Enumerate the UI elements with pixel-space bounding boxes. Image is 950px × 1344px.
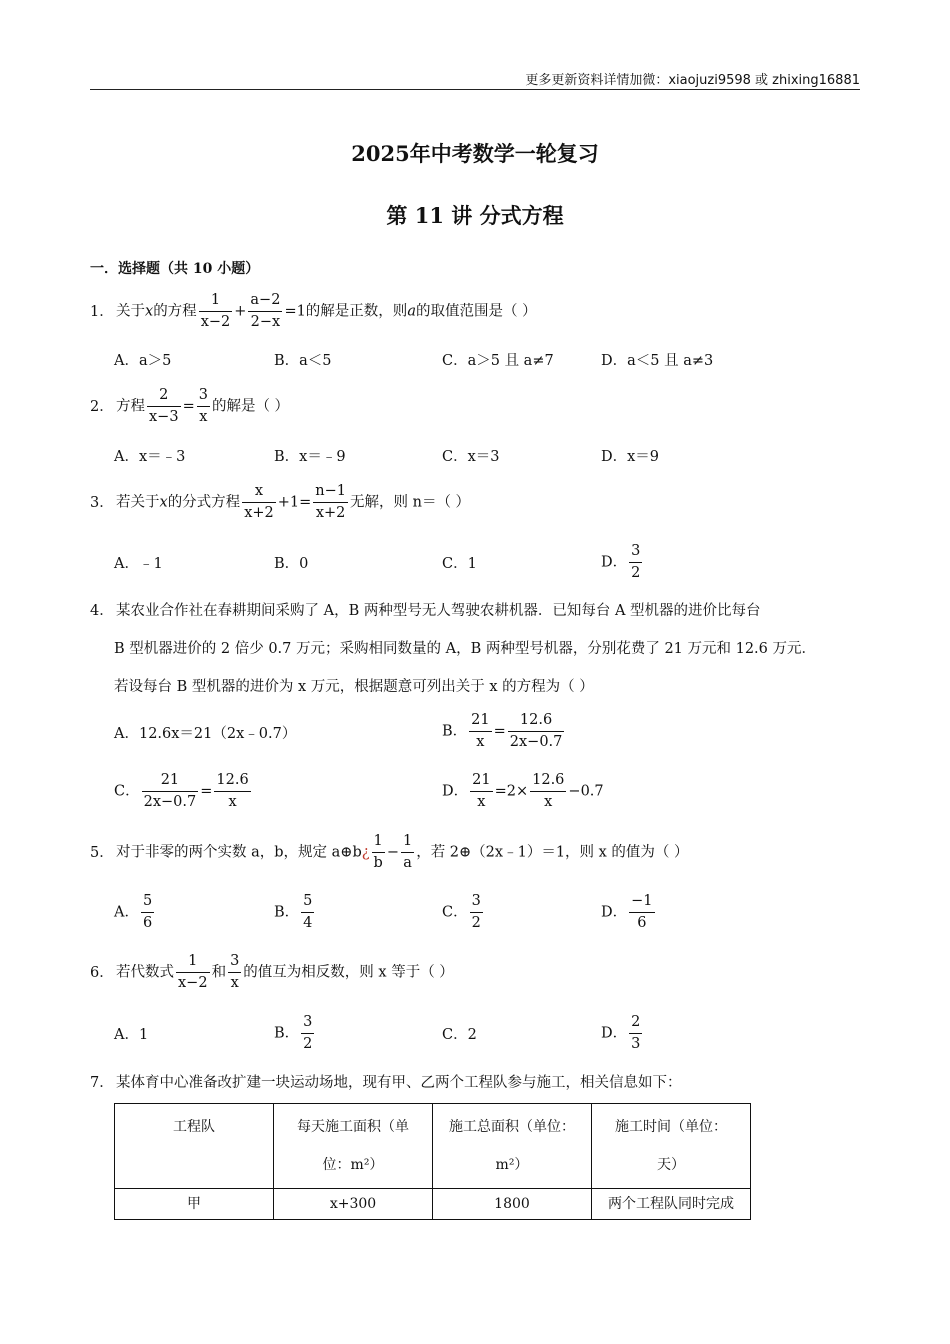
fraction (141, 891, 154, 934)
q4-number: 4． (90, 603, 114, 619)
q3-fraction (313, 481, 348, 524)
option-label: C． (442, 904, 468, 921)
fraction (142, 770, 199, 813)
fraction (629, 891, 654, 934)
q5-option-a (114, 891, 156, 934)
q2-option-a: A．x＝﹣3 (114, 449, 186, 465)
header-note: 更多更新资料详情加微：xiaojuzi9598 或 zhixing16881 (525, 73, 860, 88)
q3-option-a: A．﹣1 (114, 556, 163, 572)
q3-text: 的分式方程 (167, 494, 241, 511)
q5-text: ，若 2⊕（2x﹣1）＝1，则 x 的值为（ ） (416, 844, 689, 861)
q5-text: 对于非零的两个实数 a，b，规定 a⊕b (116, 844, 362, 861)
q5-option-b (274, 891, 316, 934)
q1-text: 的方程 (153, 303, 197, 320)
cell-text: 天） (657, 1157, 685, 1173)
q2-den: x (199, 409, 208, 425)
q1-den: 2−x (250, 314, 281, 330)
fraction-den: x (477, 794, 486, 810)
fraction (176, 951, 210, 994)
fraction-den: a (403, 855, 412, 871)
q1-num: a−2 (248, 290, 282, 312)
table-cell: x+300 (274, 1189, 433, 1220)
fraction (228, 951, 241, 994)
q3-den: x+2 (315, 505, 346, 521)
q2-num: 3 (197, 385, 210, 407)
fraction-den: 6 (637, 915, 647, 931)
fraction-num: 3 (301, 1012, 314, 1034)
q2-num: 2 (147, 385, 181, 407)
table-header-cell (592, 1104, 751, 1189)
table-cell: 1800 (433, 1189, 592, 1220)
q4-option-d-label: D． (442, 783, 469, 800)
fraction (470, 891, 483, 934)
q2-text: 方程 (116, 398, 145, 415)
fraction (530, 770, 566, 813)
q4-option-a: A．12.6x＝21（2x﹣0.7） (114, 726, 297, 742)
fraction-den: 2 (631, 565, 641, 581)
q4-line-3: 若设每台 B 型机器的进价为 x 万元，根据题意可列出关于 x 的方程为（ ） (114, 679, 594, 695)
table-header-cell (433, 1104, 592, 1189)
q3-op: +1= (277, 494, 312, 511)
q2-text: 的解是（ ） (211, 398, 290, 415)
q2-option-d: D．x＝9 (601, 449, 660, 465)
fraction-den: 4 (303, 915, 313, 931)
q5-glyph: ¿ (361, 844, 370, 861)
q3-option-d (601, 541, 644, 584)
q2-den: x−3 (149, 409, 179, 425)
question-5 (90, 831, 689, 874)
q3-num: n−1 (313, 481, 348, 503)
q5-number: 5． (90, 844, 114, 861)
question-3 (90, 481, 470, 524)
question-1 (90, 290, 537, 333)
q1-option-d: D．a＜5 且 a≠3 (601, 353, 714, 369)
fraction (401, 831, 414, 874)
fraction (301, 1012, 314, 1055)
q3-var: x (159, 494, 168, 511)
q3-fraction (242, 481, 276, 524)
cell-text: m²） (495, 1157, 529, 1173)
q1-text: 关于 (116, 303, 145, 320)
page-header (90, 68, 860, 90)
table-row (115, 1189, 751, 1220)
question-7 (90, 1070, 682, 1096)
option-label: D． (601, 1025, 628, 1042)
q1-num: 1 (199, 290, 233, 312)
fraction-num: 21 (469, 710, 491, 732)
fraction-num: −1 (629, 891, 654, 913)
q4-line: 某农业合作社在春耕期间采购了 A，B 两种型号无人驾驶农耕机器．已知每台 A 型机器的进价比每台 (116, 603, 761, 619)
q3-option-b: B．0 (274, 556, 309, 572)
section-heading: 一．选择题（共 10 小题） (90, 261, 260, 277)
fraction-den: 2x−0.7 (509, 734, 563, 750)
q1-option-b: B．a＜5 (274, 353, 332, 369)
cell-text: 工程队 (173, 1119, 215, 1135)
fraction-num: 12.6 (530, 770, 566, 792)
doc-subtitle: 第 11 讲 分式方程 (386, 203, 564, 228)
q4-option-b (442, 710, 566, 753)
fraction (629, 1012, 642, 1055)
cell-text: 位：m²） (322, 1157, 384, 1173)
fraction-num: 1 (176, 951, 210, 973)
cell-text: 每天施工面积（单 (297, 1119, 409, 1135)
q2-number: 2． (90, 398, 114, 415)
fraction (301, 891, 314, 934)
fraction-den: 2x−0.7 (143, 794, 197, 810)
q6-text: 的值互为相反数，则 x 等于（ ） (243, 964, 454, 981)
fraction-den: x (228, 794, 237, 810)
option-label: B． (274, 1025, 300, 1042)
q5-option-d (601, 891, 657, 934)
q6-text: 和 (211, 964, 227, 981)
question-2 (90, 385, 289, 428)
op: = (200, 783, 213, 800)
op: − (386, 844, 399, 861)
question-6 (90, 951, 454, 994)
q4-option-c-label: C． (114, 783, 140, 800)
fraction-den: 2 (471, 915, 481, 931)
q7-number: 7． (90, 1075, 114, 1091)
q3-den: x+2 (244, 505, 274, 521)
fraction-num: 1 (401, 831, 414, 853)
q2-option-c: C．x＝3 (442, 449, 500, 465)
cell-text: 施工总面积（单位： (449, 1119, 575, 1135)
q4-option-c (114, 770, 253, 813)
table-header-row (115, 1104, 751, 1189)
op: −0.7 (568, 783, 604, 800)
fraction-num: 21 (470, 770, 492, 792)
q1-fraction (248, 290, 282, 333)
fraction (214, 770, 250, 813)
table-header-cell (274, 1104, 433, 1189)
q1-number: 1． (90, 303, 114, 320)
q1-option-a: A．a＞5 (114, 353, 172, 369)
q1-text: =1的解是正数，则 (284, 303, 408, 320)
option-label: A． (114, 904, 139, 921)
q6-option-a: A．1 (114, 1027, 149, 1043)
q7-text: 某体育中心准备改扩建一块运动场地，现有甲、乙两个工程队参与施工，相关信息如下： (116, 1075, 682, 1091)
q3-option-c: C．1 (442, 556, 477, 572)
q1-fraction (199, 290, 233, 333)
fraction-den: x (230, 975, 239, 991)
fraction-num: 3 (228, 951, 241, 973)
fraction-den: 2 (303, 1036, 313, 1052)
fraction-num: 21 (142, 770, 199, 792)
q2-fraction (147, 385, 181, 428)
option-label: D． (601, 904, 628, 921)
q5-option-c (442, 891, 485, 934)
fraction-num: 2 (629, 1012, 642, 1034)
table-cell: 甲 (115, 1189, 274, 1220)
table-header-cell (115, 1104, 274, 1189)
fraction-num: 5 (301, 891, 314, 913)
fraction (372, 831, 385, 874)
q1-var: a (407, 303, 416, 320)
q6-option-b (274, 1012, 316, 1055)
q1-op: + (234, 303, 247, 320)
q3-number: 3． (90, 494, 114, 511)
q4-line-2: B 型机器进价的 2 倍少 0.7 万元；采购相同数量的 A，B 两种型号机器，分别花费了 21 万元和 12.6 万元． (114, 641, 817, 657)
op: =2× (494, 783, 529, 800)
q1-den: x−2 (200, 314, 231, 330)
fraction-num: 3 (629, 541, 642, 563)
fraction-num: 3 (470, 891, 483, 913)
q4-option-d (442, 770, 604, 813)
option-label: B． (274, 904, 300, 921)
q2-option-b: B．x＝﹣9 (274, 449, 346, 465)
fraction-den: x−2 (178, 975, 208, 991)
fraction (508, 710, 565, 753)
q3-option-d-label: D． (601, 554, 628, 571)
q2-op: = (182, 398, 195, 415)
q6-number: 6． (90, 964, 114, 981)
table-cell: 两个工程队同时完成 (592, 1189, 751, 1220)
fraction-num: 1 (372, 831, 385, 853)
q3-text: 无解，则 n＝（ ） (350, 494, 471, 511)
q1-option-c: C．a＞5 且 a≠7 (442, 353, 554, 369)
q4-option-b-label: B． (442, 723, 468, 740)
question-4 (90, 598, 761, 624)
op: = (493, 723, 506, 740)
work-team-table (114, 1103, 751, 1220)
q2-fraction (197, 385, 210, 428)
fraction-num: 12.6 (508, 710, 565, 732)
fraction (469, 710, 491, 753)
q6-text: 若代数式 (116, 964, 174, 981)
q6-option-d (601, 1012, 644, 1055)
q1-var: x (145, 303, 154, 320)
fraction (470, 770, 492, 813)
q3-num: x (242, 481, 276, 503)
fraction-den: x (476, 734, 485, 750)
fraction-den: b (373, 855, 383, 871)
fraction-num: 12.6 (214, 770, 250, 792)
q3-text: 若关于 (116, 494, 160, 511)
fraction-num: 5 (141, 891, 154, 913)
fraction-den: x (544, 794, 553, 810)
fraction-den: 6 (142, 915, 153, 931)
q3-option-d-fraction (629, 541, 642, 584)
cell-text: 施工时间（单位： (615, 1119, 727, 1135)
q1-text: 的取值范围是（ ） (415, 303, 537, 320)
fraction-den: 3 (631, 1036, 641, 1052)
q6-option-c: C．2 (442, 1027, 477, 1043)
doc-title: 2025年中考数学一轮复习 (351, 141, 599, 166)
